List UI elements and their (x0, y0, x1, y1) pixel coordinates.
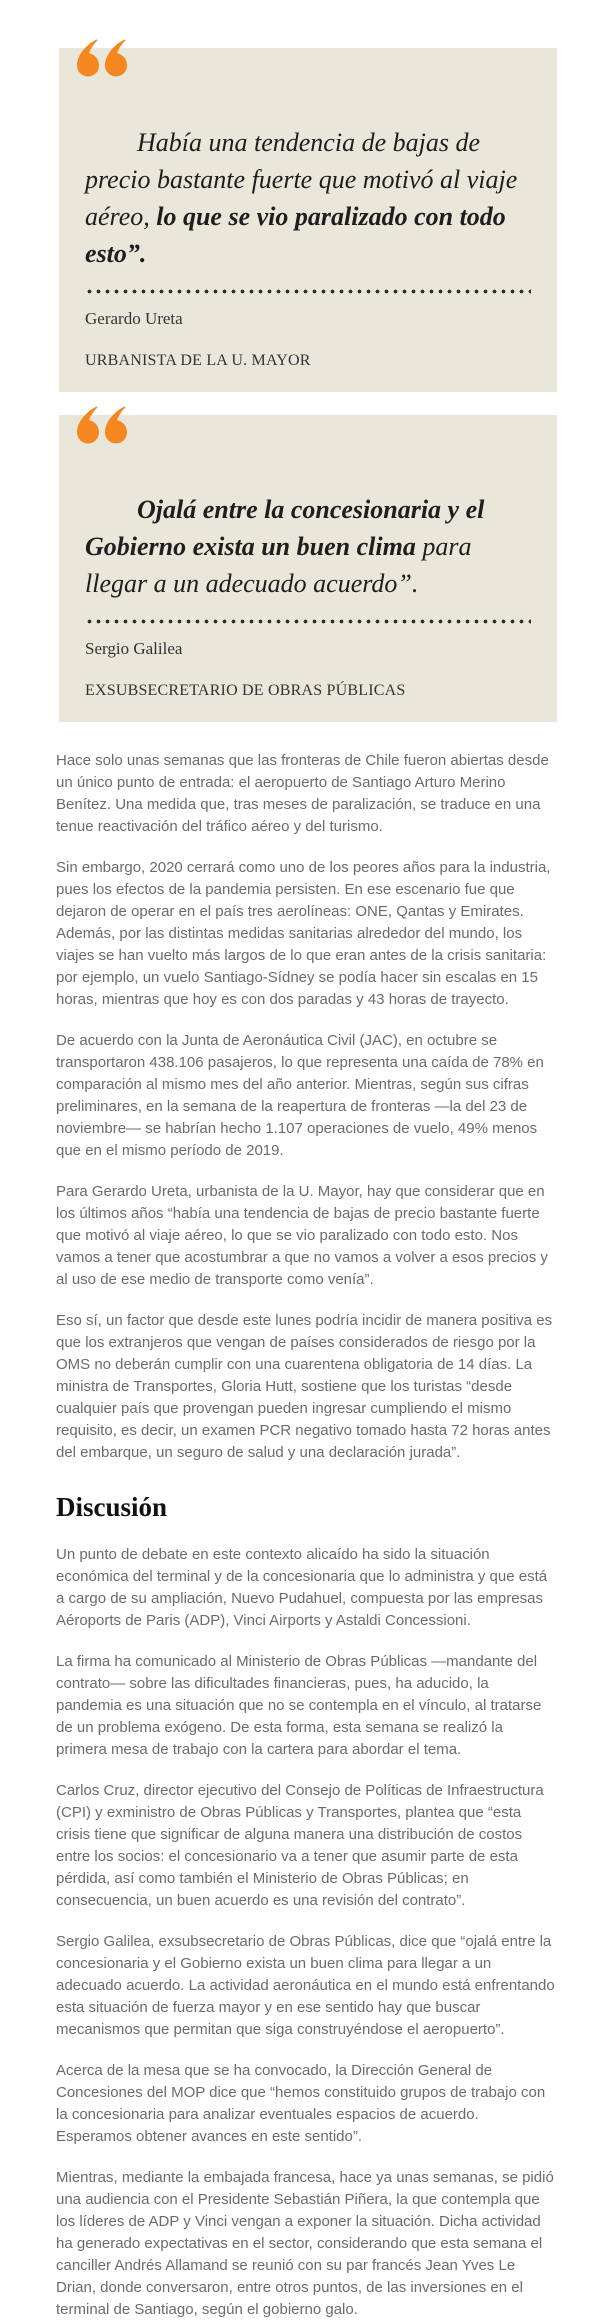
quote-text (85, 491, 531, 602)
quote-author-role: URBANISTA DE LA U. MAYOR (85, 352, 311, 369)
article-paragraph: Sin embargo, 2020 cerrará como uno de los peores años para la industria, pues los efectos de la pandemia persisten. En ese escenario fue que dejaron de operar en el país tres aerolíneas: ONE, Qantas y Emirates. Además, por las distintas medidas sanitarias alrededor del mundo, los viajes se han vuelto más largos de lo que eran antes de la crisis sanitaria: por ejemplo, un vuelo Santiago-Sídney se podía hacer sin escalas en 15 horas, mientras que hoy es con dos paradas y 43 horas de trayecto. (56, 859, 551, 1008)
article-paragraph: Un punto de debate en este contexto alicaído ha sido la situación económica del terminal y de la concesionaria que lo administra y que está a cargo de su ampliación, Nuevo Pudahuel, compuesta por las empresas Aéroports de Paris (ADP), Vinci Airports y Astaldi Concessioni. (56, 1546, 548, 1629)
article-paragraph: Mientras, mediante la embajada francesa, hace ya unas semanas, se pidió una audiencia con el Presidente Sebastián Piñera, la que contempla que los líderes de ADP y Vinci vengan a exponer la situación. Dicha actividad ha generado expectativas en el sector, considerando que esta semana el canciller Andrés Allamand se reunió con su par francés Jean Yves Le Drian, donde conversaron, entre otros puntos, de las inversiones en el terminal de Santiago, según el gobierno galo. (56, 2169, 554, 2318)
quote-segment: para llegar a un adecuado acuerdo”. (85, 532, 472, 598)
quote-segment: Había una tendencia de bajas de precio bastante fuerte que motivó al viaje aéreo, (85, 128, 518, 231)
open-quote-icon (75, 38, 127, 82)
article-paragraph: Hace solo unas semanas que las fronteras de Chile fueron abiertas desde un único punto de entrada: el aeropuerto de Santiago Arturo Merino Benítez. Una medida que, tras meses de paralización, se traduce en una tenue reactivación del tráfico aéreo y del turismo. (56, 752, 549, 835)
pull-quote-card (59, 415, 557, 722)
quote-author-role: EXSUBSECRETARIO DE OBRAS PÚBLICAS (85, 682, 406, 699)
quote-segment: lo que se vio paralizado con todo esto”. (85, 202, 506, 268)
pull-quote-card (59, 48, 557, 392)
article-paragraph: Carlos Cruz, director ejecutivo del Consejo de Políticas de Infraestructura (CPI) y exministro de Obras Públicas y Transportes, plantea que “esta crisis tiene que significar de alguna manera una distribución de costos entre los socios: el concesionario va a tener que asumir parte de esta pérdida, así como también el Ministerio de Obras Públicas; en consecuencia, un buen acuerdo es una revisión del contrato”. (56, 1782, 544, 1909)
quote-author: Gerardo Ureta (85, 309, 183, 328)
quote-segment: Ojalá entre la concesionaria y el Gobierno exista un buen clima (85, 495, 485, 561)
article-paragraph: De acuerdo con la Junta de Aeronáutica Civil (JAC), en octubre se transportaron 438.106 pasajeros, lo que representa una caída de 78% en comparación al mismo mes del año anterior. Mientras, según sus cifras preliminares, en la semana de la reapertura de fronteras —la del 23 de noviembre— se habrían hecho 1.107 operaciones de vuelo, 49% menos que en el mismo período de 2019. (56, 1032, 544, 1159)
article-paragraph: Para Gerardo Ureta, urbanista de la U. Mayor, hay que considerar que en los últimos años “había una tendencia de bajas de precio bastante fuerte que motivó al viaje aéreo, lo que se vio paralizado con todo esto. Nos vamos a tener que acostumbrar a que no vamos a volver a esos precios y al uso de ese medio de transporte como venía”. (56, 1183, 548, 1288)
open-quote-icon (75, 405, 127, 449)
article-paragraph: Acerca de la mesa que se ha convocado, la Dirección General de Concesiones del MOP dice que “hemos constituido grupos de trabajo con la concesionaria para analizar eventuales espacios de acuerdo. Esperamos obtener avances en este sentido”. (56, 2062, 546, 2145)
section-heading: Discusión (56, 1492, 168, 1522)
quote-text (85, 124, 531, 272)
article-paragraph: La firma ha comunicado al Ministerio de Obras Públicas —mandante del contrato— sobre las dificultades financieras, pues, ha aducido, la pandemia es una situación que no se contempla en el vínculo, al tratarse de un problema exógeno. De esta forma, esta semana se realizó la primera mesa de trabajo con la cartera para abordar el tema. (56, 1653, 542, 1758)
article-body (0, 750, 557, 2321)
dotted-separator (85, 289, 531, 294)
article-paragraph: Eso sí, un factor que desde este lunes podría incidir de manera positiva es que los extranjeros que vengan de países considerados de riesgo por la OMS no deberán cumplir con una cuarentena obligatoria de 14 días. La ministra de Transportes, Gloria Hutt, sostiene que los turistas “desde cualquier país que provengan pueden ingresar cumpliendo el mismo requisito, es decir, un examen PCR negativo tomado hasta 72 horas antes del embarque, un seguro de salud y una declaración jurada”. (56, 1312, 553, 1461)
dotted-separator (85, 619, 531, 624)
article-paragraph: Sergio Galilea, exsubsecretario de Obras Públicas, dice que “ojalá entre la concesionaria y el Gobierno exista un buen clima para llegar a un adecuado acuerdo. La actividad aeronáutica en el mundo está enfrentando esta situación de fuerza mayor y en ese sentido hay que buscar mecanismos que permitan que siga construyéndose el aeropuerto”. (56, 1933, 555, 2038)
quote-author: Sergio Galilea (85, 639, 183, 658)
